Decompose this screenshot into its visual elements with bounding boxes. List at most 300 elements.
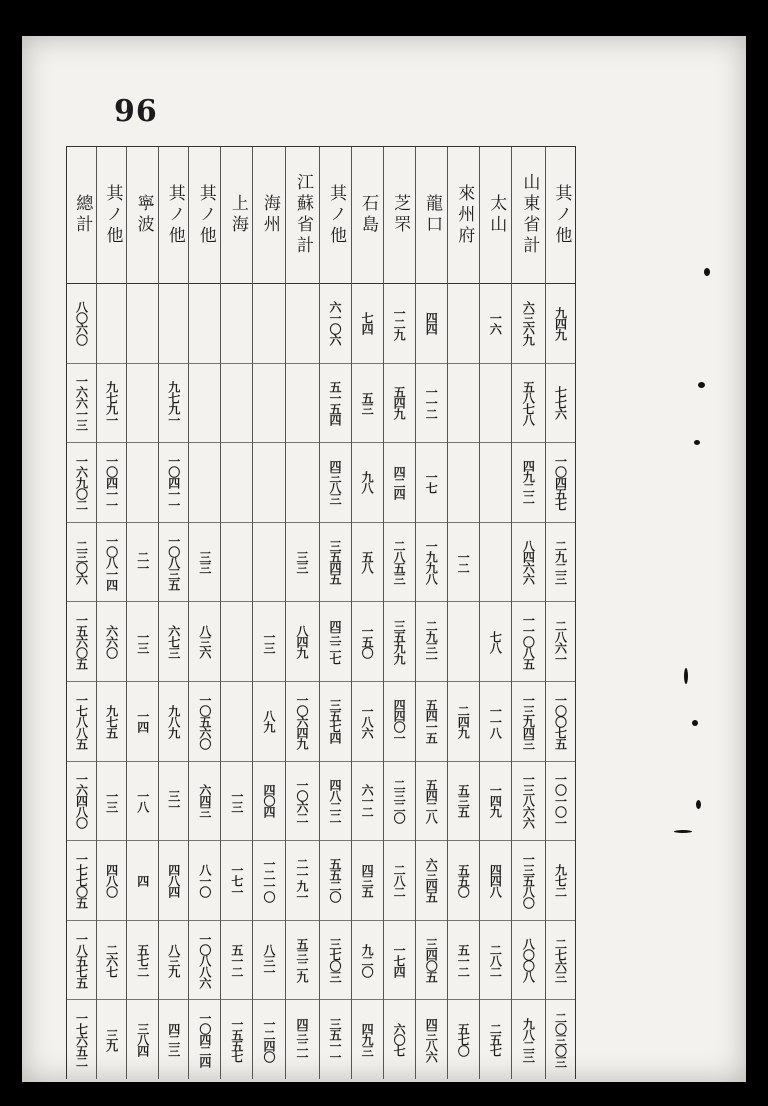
cell-value: 六七三: [166, 625, 181, 659]
table-column: [383, 147, 415, 1079]
table-cell: [320, 1000, 351, 1079]
cell-value: 一七六五二: [74, 1012, 89, 1068]
table-column: [220, 147, 252, 1079]
cell-value: 一九九八: [424, 540, 439, 585]
cell-value: 九七九一: [104, 380, 119, 425]
table-cell: [221, 1000, 252, 1079]
table-cell: [320, 921, 351, 1001]
table-column: [479, 147, 511, 1079]
table-cell: [480, 602, 511, 682]
table-column: [545, 147, 575, 1079]
column-header: [97, 147, 126, 284]
cell-value: 二八二: [488, 943, 503, 977]
table-cell: [448, 841, 479, 921]
table-cell: [221, 921, 252, 1001]
table-cell: [253, 523, 284, 603]
table-cell: [253, 841, 284, 921]
cell-value: 四三二一: [295, 1017, 310, 1062]
cell-value: 一七八八五: [74, 693, 89, 749]
table-cell: [97, 284, 126, 364]
cell-value: 七八: [488, 630, 503, 653]
cell-value: 一一二: [424, 386, 439, 420]
table-cell: [286, 762, 319, 842]
table-cell: [127, 841, 158, 921]
table-cell: [253, 443, 284, 523]
cell-value: 八九: [261, 710, 276, 733]
cell-value: 六一二: [360, 784, 375, 818]
cell-value: 二九三一: [424, 619, 439, 664]
cell-value: 一〇〇七五: [553, 693, 568, 749]
ink-speck: [684, 668, 688, 684]
cell-value: 五五〇: [456, 863, 471, 897]
cell-value: 一二九: [392, 306, 407, 340]
table-cell: [480, 682, 511, 762]
cell-value: 六〇七: [392, 1023, 407, 1057]
table-cell: [480, 1000, 511, 1079]
column-header: [352, 147, 383, 284]
cell-value: 二四九: [456, 704, 471, 738]
cell-value: 四三八三: [328, 460, 343, 505]
statistics-table: [66, 146, 576, 1079]
cell-value: 八一〇: [197, 863, 212, 897]
table-cell: [448, 1000, 479, 1079]
cell-value: 一三: [104, 789, 119, 812]
table-cell: [512, 841, 545, 921]
table-cell: [189, 602, 220, 682]
table-cell: [320, 523, 351, 603]
column-header-label: 其ノ他: [325, 183, 346, 247]
table-cell: [384, 443, 415, 523]
table-cell: [512, 1000, 545, 1079]
table-cell: [480, 364, 511, 444]
cell-value: 八〇六〇: [74, 301, 89, 346]
table-cell: [352, 921, 383, 1001]
table-column: [351, 147, 383, 1079]
table-cell: [97, 443, 126, 523]
cell-value: 三一: [166, 789, 181, 812]
table-cell: [253, 1000, 284, 1079]
cell-value: 二九二三: [553, 540, 568, 585]
cell-value: 五四九: [392, 386, 407, 420]
cell-value: 五一五四: [328, 380, 343, 425]
table-cell: [159, 443, 188, 523]
table-cell: [253, 921, 284, 1001]
column-header-label: 總計: [72, 194, 93, 236]
table-column: [319, 147, 351, 1079]
cell-value: 一五六〇五: [74, 614, 89, 670]
cell-value: 一二一〇: [261, 858, 276, 903]
table-cell: [189, 682, 220, 762]
table-cell: [512, 921, 545, 1001]
table-cell: [320, 364, 351, 444]
cell-value: 五一二: [229, 943, 244, 977]
table-cell: [352, 682, 383, 762]
table-cell: [384, 602, 415, 682]
table-cell: [448, 364, 479, 444]
table-cell: [384, 523, 415, 603]
table-cell: [97, 841, 126, 921]
column-header: [159, 147, 188, 284]
cell-value: 八三一: [261, 943, 276, 977]
table-cell: [159, 284, 188, 364]
table-column: [96, 147, 126, 1079]
cell-value: 五四二八: [424, 778, 439, 823]
table-column: [252, 147, 284, 1079]
table-cell: [286, 364, 319, 444]
cell-value: 九二〇: [360, 943, 375, 977]
table-cell: [127, 921, 158, 1001]
cell-value: 一一八: [488, 704, 503, 738]
table-cell: [352, 1000, 383, 1079]
cell-value: 三三: [295, 551, 310, 574]
table-cell: [448, 921, 479, 1001]
table-cell: [320, 443, 351, 523]
table-cell: [512, 602, 545, 682]
cell-value: 八四六六: [521, 540, 536, 585]
cell-value: 二八六一: [553, 619, 568, 664]
table-cell: [352, 602, 383, 682]
table-cell: [253, 762, 284, 842]
cell-value: 三九: [104, 1028, 119, 1051]
table-cell: [253, 682, 284, 762]
column-header: [189, 147, 220, 284]
cell-value: 一七一: [229, 863, 244, 897]
table-cell: [480, 523, 511, 603]
table-cell: [416, 921, 447, 1001]
cell-value: 一八: [135, 789, 150, 812]
cell-value: 二〇三〇三: [553, 1012, 568, 1068]
cell-value: 一〇四一一: [166, 454, 181, 510]
table-cell: [127, 762, 158, 842]
cell-value: 一〇八一四: [104, 534, 119, 590]
table-cell: [546, 921, 575, 1001]
table-cell: [480, 443, 511, 523]
table-cell: [480, 841, 511, 921]
cell-value: 八〇〇八: [521, 938, 536, 983]
cell-value: 一三: [261, 630, 276, 653]
cell-value: 八三六: [197, 625, 212, 659]
table-cell: [127, 443, 158, 523]
cell-value: 一〇五六〇: [197, 693, 212, 749]
table-cell: [384, 762, 415, 842]
table-cell: [189, 443, 220, 523]
table-cell: [546, 682, 575, 762]
cell-value: 二一九一: [295, 858, 310, 903]
document-page: [22, 36, 746, 1082]
ink-speck: [674, 830, 692, 833]
ink-speck: [698, 382, 705, 388]
table-cell: [189, 523, 220, 603]
cell-value: 五一二: [456, 943, 471, 977]
table-cell: [67, 602, 96, 682]
cell-value: 四四〇一: [392, 699, 407, 744]
table-cell: [352, 762, 383, 842]
table-cell: [159, 682, 188, 762]
table-cell: [97, 682, 126, 762]
cell-value: 九四九: [553, 306, 568, 340]
table-cell: [416, 364, 447, 444]
column-header-label: 其ノ他: [102, 183, 123, 247]
column-header: [286, 147, 319, 284]
table-cell: [221, 284, 252, 364]
table-cell: [189, 762, 220, 842]
column-header: [253, 147, 284, 284]
cell-value: 五五二〇: [328, 858, 343, 903]
table-cell: [480, 921, 511, 1001]
table-cell: [189, 921, 220, 1001]
cell-value: 二一: [135, 551, 150, 574]
table-cell: [286, 921, 319, 1001]
column-header: [127, 147, 158, 284]
cell-value: 九七九一: [166, 380, 181, 425]
cell-value: 五七二: [135, 943, 150, 977]
table-cell: [189, 284, 220, 364]
table-cell: [416, 762, 447, 842]
cell-value: 四二三: [166, 1023, 181, 1057]
table-cell: [448, 762, 479, 842]
cell-value: 一〇八三五: [166, 534, 181, 590]
table-column: [415, 147, 447, 1079]
ink-speck: [694, 440, 700, 445]
table-cell: [221, 443, 252, 523]
cell-value: 六四三: [197, 784, 212, 818]
column-header-label: 海州: [259, 194, 280, 236]
cell-value: 四: [135, 874, 150, 886]
table-cell: [67, 284, 96, 364]
table-cell: [159, 602, 188, 682]
table-cell: [384, 284, 415, 364]
cell-value: 一七七〇五: [74, 852, 89, 908]
table-cell: [286, 1000, 319, 1079]
cell-value: 二三二〇: [392, 778, 407, 823]
cell-value: 四八〇: [104, 863, 119, 897]
table-cell: [546, 602, 575, 682]
cell-value: 三八四: [135, 1023, 150, 1057]
table-cell: [320, 841, 351, 921]
ink-speck: [704, 268, 710, 276]
cell-value: 三五七四: [328, 699, 343, 744]
cell-value: 一八五七五: [74, 932, 89, 988]
table-cell: [416, 841, 447, 921]
column-header: [546, 147, 575, 284]
table-cell: [352, 284, 383, 364]
column-header-label: 山東省計: [519, 173, 540, 257]
cell-value: 九七二: [553, 863, 568, 897]
table-column: [188, 147, 220, 1079]
table-column: [511, 147, 545, 1079]
cell-value: 一二四〇: [261, 1017, 276, 1062]
table-cell: [127, 1000, 158, 1079]
column-header-label: 寧波: [133, 194, 154, 236]
cell-value: 四三五: [360, 863, 375, 897]
cell-value: 四四八: [488, 863, 503, 897]
cell-value: 四八二二: [328, 778, 343, 823]
column-header: [384, 147, 415, 284]
cell-value: 三七〇三: [328, 938, 343, 983]
table-cell: [286, 523, 319, 603]
cell-value: 九八二三: [521, 1017, 536, 1062]
column-header-label: 太山: [486, 194, 507, 236]
table-column: [126, 147, 158, 1079]
table-cell: [546, 1000, 575, 1079]
cell-value: 一六: [488, 312, 503, 335]
table-cell: [221, 364, 252, 444]
table-cell: [97, 602, 126, 682]
table-cell: [448, 523, 479, 603]
cell-value: 二五七: [488, 1023, 503, 1057]
table-cell: [448, 682, 479, 762]
table-cell: [221, 762, 252, 842]
table-cell: [416, 443, 447, 523]
table-cell: [159, 762, 188, 842]
table-cell: [67, 682, 96, 762]
table-cell: [127, 284, 158, 364]
table-cell: [512, 443, 545, 523]
table-cell: [159, 1000, 188, 1079]
table-cell: [546, 841, 575, 921]
table-cell: [67, 443, 96, 523]
table-cell: [97, 762, 126, 842]
table-cell: [286, 841, 319, 921]
table-cell: [320, 762, 351, 842]
ink-speck: [692, 720, 698, 726]
cell-value: 四〇四: [261, 784, 276, 818]
table-cell: [512, 284, 545, 364]
table-cell: [189, 364, 220, 444]
table-cell: [352, 523, 383, 603]
cell-value: 一三: [135, 630, 150, 653]
table-cell: [127, 682, 158, 762]
table-cell: [416, 284, 447, 364]
table-cell: [480, 762, 511, 842]
cell-value: 一四: [135, 710, 150, 733]
column-header-label: 來州府: [454, 183, 475, 247]
table-column: [447, 147, 479, 1079]
cell-value: 五八七八: [521, 380, 536, 425]
column-header: [67, 147, 96, 284]
table-cell: [384, 364, 415, 444]
cell-value: 六六〇: [104, 625, 119, 659]
table-cell: [416, 682, 447, 762]
column-header: [416, 147, 447, 284]
table-cell: [448, 602, 479, 682]
column-header: [480, 147, 511, 284]
cell-value: 二六七: [104, 943, 119, 977]
cell-value: 五三二九: [295, 938, 310, 983]
cell-value: 五四一五: [424, 699, 439, 744]
cell-value: 一七四: [392, 943, 407, 977]
cell-value: 四三八六: [424, 1017, 439, 1062]
cell-value: 四三二七: [328, 619, 343, 664]
table-cell: [546, 364, 575, 444]
table-cell: [67, 1000, 96, 1079]
table-cell: [97, 523, 126, 603]
cell-value: 一一〇八五: [521, 614, 536, 670]
cell-value: 六三六九: [521, 301, 536, 346]
column-header-label: 江蘇省計: [292, 173, 313, 257]
column-header-label: 龍口: [422, 194, 443, 236]
table-cell: [159, 364, 188, 444]
table-cell: [97, 1000, 126, 1079]
table-cell: [352, 841, 383, 921]
table-cell: [448, 443, 479, 523]
table-cell: [352, 364, 383, 444]
table-cell: [320, 602, 351, 682]
column-header-label: 芝罘: [390, 194, 411, 236]
table-cell: [546, 443, 575, 523]
cell-value: 四二四: [392, 465, 407, 499]
cell-value: 八四九: [295, 625, 310, 659]
table-cell: [480, 284, 511, 364]
cell-value: 二七六三: [553, 938, 568, 983]
table-cell: [127, 523, 158, 603]
cell-value: 一五五七: [229, 1017, 244, 1062]
cell-value: 一〇六四九: [295, 693, 310, 749]
table-cell: [352, 443, 383, 523]
cell-value: 八三九: [166, 943, 181, 977]
cell-value: 五七〇: [456, 1023, 471, 1057]
table-cell: [221, 602, 252, 682]
ink-speck: [696, 800, 701, 809]
cell-value: 七七六: [553, 386, 568, 420]
column-header: [221, 147, 252, 284]
cell-value: 九八: [360, 471, 375, 494]
table-cell: [159, 523, 188, 603]
table-cell: [67, 762, 96, 842]
table-cell: [253, 364, 284, 444]
cell-value: 一三八六六: [521, 773, 536, 829]
table-cell: [512, 682, 545, 762]
column-header-label: 其ノ他: [164, 183, 185, 247]
cell-value: 四九二二: [521, 460, 536, 505]
column-header: [320, 147, 351, 284]
table-cell: [320, 284, 351, 364]
cell-value: 七四: [360, 312, 375, 335]
cell-value: 一六九〇二: [74, 454, 89, 510]
cell-value: 九七五: [104, 704, 119, 738]
cell-value: 五三: [360, 391, 375, 414]
cell-value: 六一〇六: [328, 301, 343, 346]
cell-value: 三五四五: [328, 540, 343, 585]
table-cell: [159, 921, 188, 1001]
column-header-label: 石島: [358, 194, 379, 236]
table-cell: [67, 841, 96, 921]
table-cell: [512, 364, 545, 444]
cell-value: 一二: [456, 551, 471, 574]
table-cell: [67, 523, 96, 603]
table-cell: [384, 841, 415, 921]
table-cell: [189, 1000, 220, 1079]
table-cell: [97, 921, 126, 1001]
column-header: [512, 147, 545, 284]
cell-value: 一六六一三: [74, 375, 89, 431]
cell-value: 二八二: [392, 863, 407, 897]
cell-value: 九八九: [166, 704, 181, 738]
cell-value: 三五九九: [392, 619, 407, 664]
table-cell: [127, 602, 158, 682]
table-cell: [384, 682, 415, 762]
table-cell: [546, 284, 575, 364]
column-header-label: 上海: [227, 194, 248, 236]
table-cell: [286, 682, 319, 762]
table-cell: [546, 523, 575, 603]
table-cell: [448, 284, 479, 364]
table-cell: [546, 762, 575, 842]
cell-value: 一〇八八六: [197, 932, 212, 988]
table-cell: [512, 523, 545, 603]
cell-value: 一五〇: [360, 625, 375, 659]
cell-value: 三五一一: [328, 1017, 343, 1062]
